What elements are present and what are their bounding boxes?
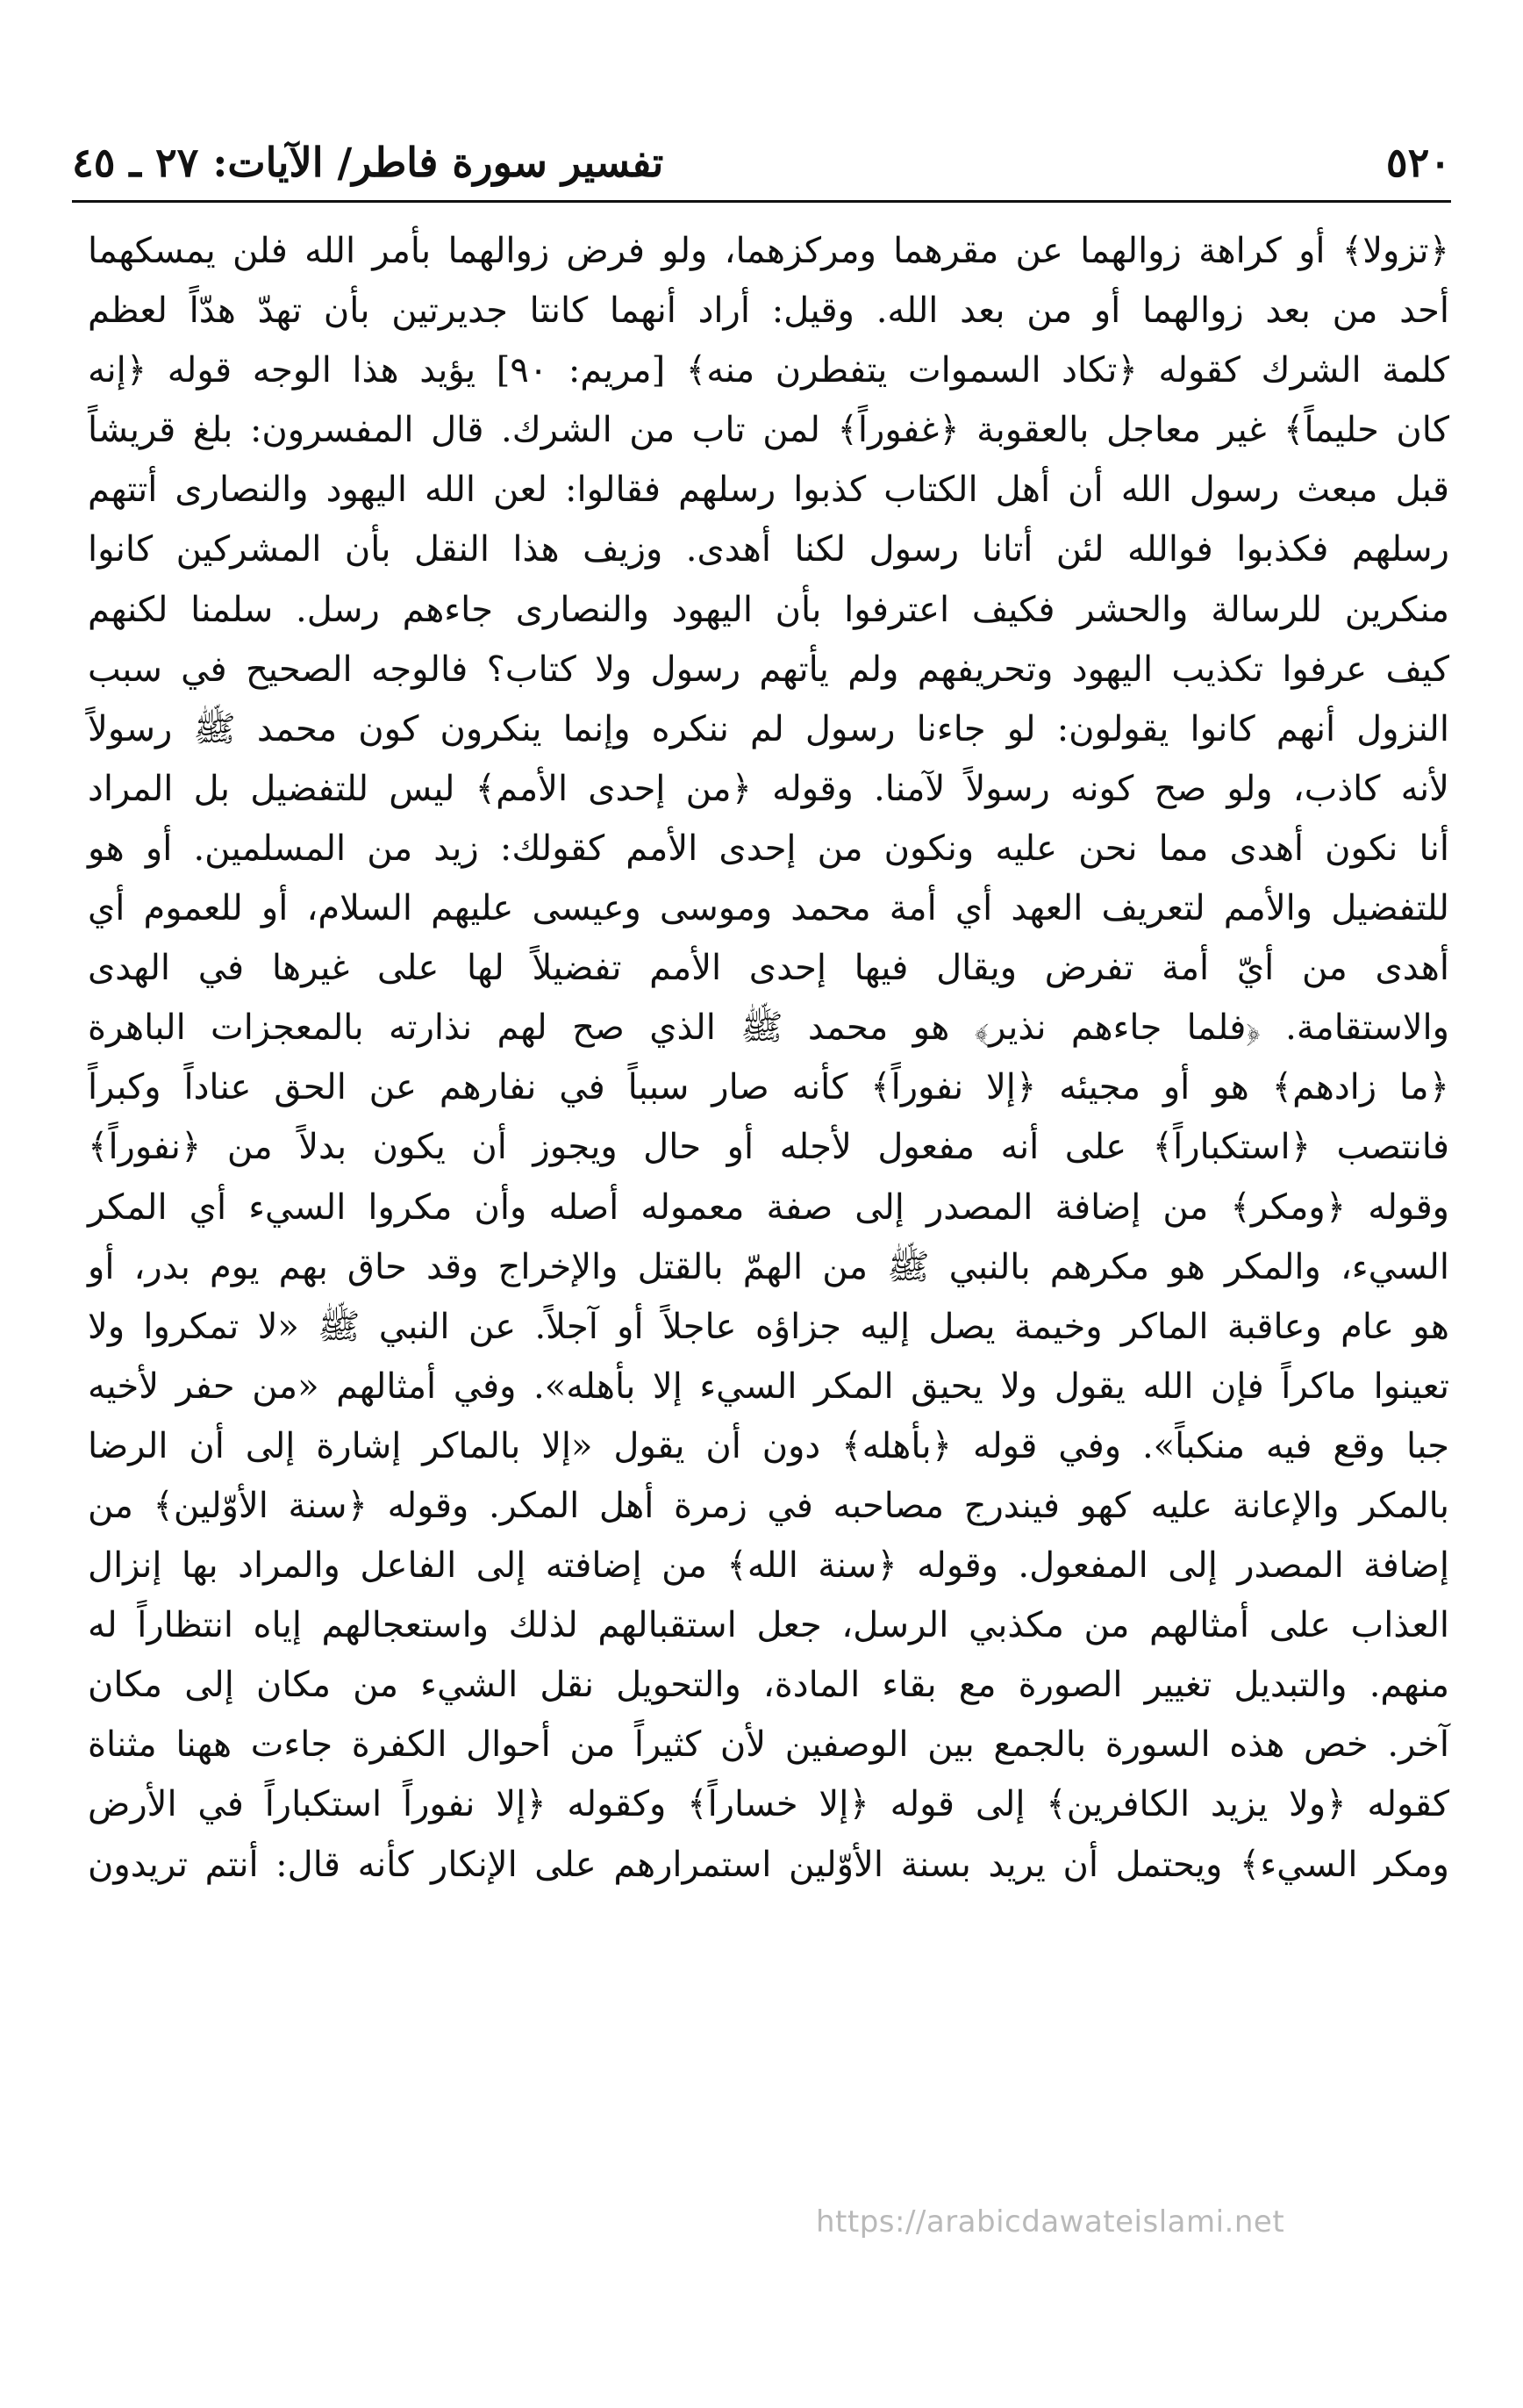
text-line: قبل مبعث رسول الله أن أهل الكتاب كذبوا رسلهم فقالوا: لعن الله اليهود والنصارى أتتهم (88, 469, 1449, 511)
header-divider (72, 200, 1451, 203)
text-line: بالمكر والإعانة عليه كهو فيندرج مصاحبه في زمرة أهل المكر. وقوله ﴿سنة الأوّلين﴾ من (88, 1485, 1449, 1526)
text-line: أحد من بعد زوالهما أو من بعد الله. وقيل: أراد أنهما كانتا جديرتين بأن تهدّ هدّاً لعظم (88, 290, 1449, 332)
page-header (72, 132, 1451, 193)
body-text (88, 221, 1449, 1895)
text-line: العذاب على أمثالهم من مكذبي الرسل، جعل استقبالهم لذلك واستعجالهم إياه انتظاراً له (88, 1605, 1449, 1646)
text-line: ومكر السيء﴾ ويحتمل أن يريد بسنة الأوّلين استمرارهم على الإنكار كأنه قال: أنتم تريدون (88, 1844, 1449, 1885)
text-line: وقوله ﴿ومكر﴾ من إضافة المصدر إلى صفة معموله أصله وأن مكروا السيء أي المكر (88, 1186, 1449, 1228)
running-title: تفسير سورة فاطر/ الآيات: ٢٧ ـ ٤٥ (72, 139, 664, 186)
text-line: منكرين للرسالة والحشر فكيف اعترفوا بأن اليهود والنصارى جاءهم رسل. سلمنا لكنهم (88, 589, 1449, 630)
text-line: فانتصب ﴿استكباراً﴾ على أنه مفعول لأجله أو حال ويجوز أن يكون بدلاً من ﴿نفوراً﴾ (88, 1127, 1449, 1168)
text-line: ﴿تزولا﴾ أو كراهة زوالهما عن مقرهما ومركزهما، ولو فرض زوالهما بأمر الله فلن يمسكهما (88, 231, 1450, 271)
text-line: جبا وقع فيه منكباً». وفي قوله ﴿بأهله﴾ دون أن يقول «إلا بالماكر إشارة إلى أن الرضا (88, 1425, 1449, 1466)
text-line: كلمة الشرك كقوله ﴿تكاد السموات يتفطرن منه﴾ [مريم: ٩٠] يؤيد هذا الوجه قوله ﴿إنه (88, 350, 1450, 391)
text-line: آخر. خص هذه السورة بالجمع بين الوصفين لأن كثيراً من أحوال الكفرة جاءت ههنا مثناة (88, 1724, 1449, 1766)
text-line: رسلهم فكذبوا فوالله لئن أتانا رسول لكنا أهدى. وزيف هذا النقل بأن المشركين كانوا (88, 529, 1449, 570)
text-line: كيف عرفوا تكذيب اليهود وتحريفهم ولم يأتهم رسول ولا كتاب؟ فالوجه الصحيح في سبب (88, 649, 1449, 690)
text-line: النزول أنهم كانوا يقولون: لو جاءنا رسول لم ننكره وإنما ينكرون كون محمد ﷺ رسولاً (88, 708, 1449, 749)
text-line: هو عام وعاقبة الماكر وخيمة يصل إليه جزاؤه عاجلاً أو آجلاً. عن النبي ﷺ «لا تمكروا ولا (88, 1306, 1449, 1347)
text-line: منهم. والتبديل تغيير الصورة مع بقاء المادة، والتحويل نقل الشيء من مكان إلى مكان (88, 1665, 1449, 1706)
text-line: أهدى من أيّ أمة تفرض ويقال فيها إحدى الأمم تفضيلاً لها على غيرها في الهدى (88, 948, 1450, 989)
watermark: https://arabicdawateislami.net (816, 2204, 1285, 2240)
text-line: تعينوا ماكراً فإن الله يقول ولا يحيق المكر السيء إلا بأهله». وفي أمثالهم «من حفر لأخيه (88, 1365, 1450, 1407)
text-line: للتفضيل والأمم لتعريف العهد أي أمة محمد وموسى وعيسى عليهم السلام، أو للعموم أي (88, 888, 1449, 929)
text-line: والاستقامة. ﴿فلما جاءهم نذير﴾ هو محمد ﷺ الذي صح لهم نذارته بالمعجزات الباهرة (88, 1007, 1449, 1049)
text-line: إضافة المصدر إلى المفعول. وقوله ﴿سنة الله﴾ من إضافته إلى الفاعل والمراد بها إنزال (88, 1545, 1449, 1587)
text-line: ﴿ما زادهم﴾ هو أو مجيئه ﴿إلا نفوراً﴾ كأنه صار سبباً في نفارهم عن الحق عناداً وكبراً (88, 1067, 1450, 1108)
text-line: كان حليماً﴾ غير معاجل بالعقوبة ﴿غفوراً﴾ لمن تاب من الشرك. قال المفسرون: بلغ قريشاً (88, 410, 1449, 451)
text-line: كقوله ﴿ولا يزيد الكافرين﴾ إلى قوله ﴿إلا خساراً﴾ وكقوله ﴿إلا نفوراً استكباراً في الأرض (88, 1784, 1449, 1825)
page-number: ٥٢٠ (1385, 139, 1451, 186)
text-line: السيء، والمكر هو مكرهم بالنبي ﷺ من الهمّ بالقتل والإخراج وقد حاق بهم يوم بدر، أو (88, 1246, 1449, 1287)
text-line: لأنه كاذب، ولو صح كونه رسولاً لآمنا. وقوله ﴿من إحدى الأمم﴾ ليس للتفضيل بل المراد (88, 768, 1449, 809)
text-line: أنا نكون أهدى مما نحن عليه ونكون من إحدى الأمم كقولك: زيد من المسلمين. أو هو (88, 828, 1449, 869)
